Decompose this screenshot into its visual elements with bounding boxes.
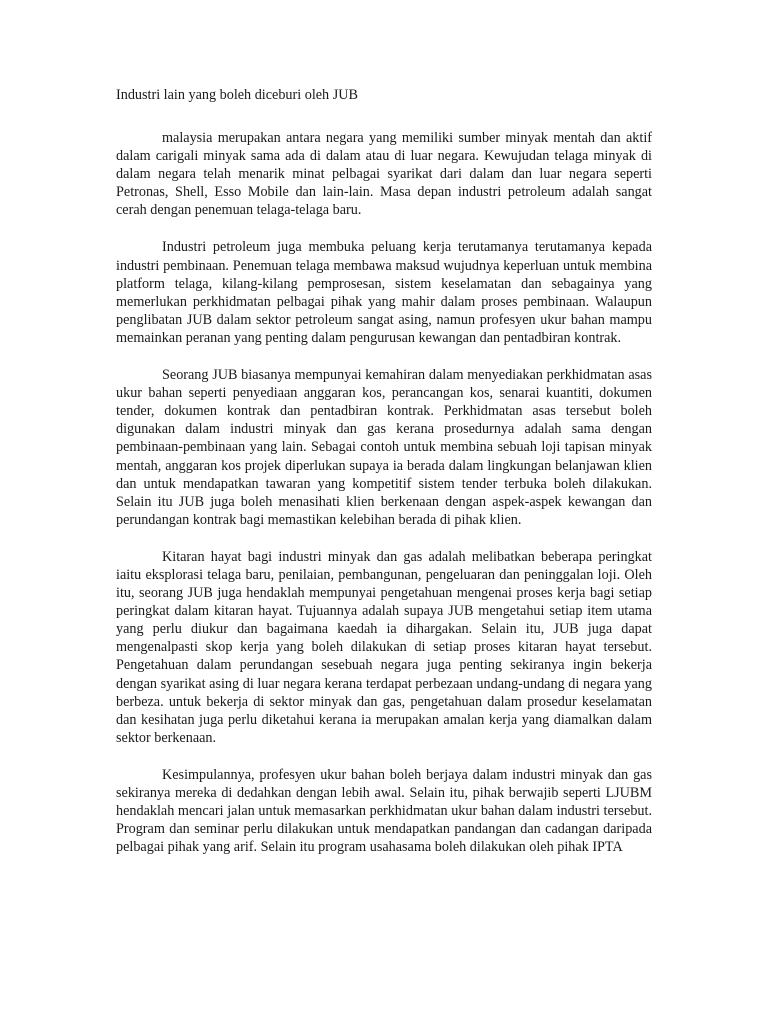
paragraph-2: Industri petroleum juga membuka peluang kerja terutamanya terutamanya kepada industri pembinaan. Penemuan telaga membawa maksud wujudnya keperluan untuk membina platform telaga, kilang-kilang pemprosesan, sistem keselamatan dan sebagainya yang memerlukan perkhidmatan pelbagai pihak yang mahir dalam proses pembinaan. Walaupun penglibatan JUB dalam sektor petroleum sangat asing, namun profesyen ukur bahan mampu memainkan peranan yang penting dalam pengurusan kewangan dan pentadbiran kontrak. <box>116 239 652 346</box>
document-title: Industri lain yang boleh diceburi oleh JUB <box>116 87 358 103</box>
paragraph-4: Kitaran hayat bagi industri minyak dan gas adalah melibatkan beberapa peringkat iaitu eksplorasi telaga baru, penilaian, pembangunan, pengeluaran dan peninggalan loji. Oleh itu, seorang JUB juga hendaklah mempunyai pengetahuan mengenai proses kerja bagi setiap peringkat dalam kitaran hayat. Tujuannya adalah supaya JUB mengetahui setiap item utama yang perlu diukur dan bagaimana kaedah ia dihargakan. Selain itu, JUB juga dapat mengenalpasti skop kerja yang boleh dilakukan di setiap proses kitaran hayat tersebut. Pengetahuan dalam perundangan sesebuah negara juga penting sekiranya ingin bekerja dengan syarikat asing di luar negara kerana terdapat perbezaan undang-undang di negara yang berbeza. untuk bekerja di sektor minyak dan gas, pengetahuan dalam prosedur keselamatan dan kesihatan juga perlu diketahui kerana ia merupakan amalan kerja yang diamalkan dalam sektor berkenaan. <box>116 548 652 746</box>
paragraph-5: Kesimpulannya, profesyen ukur bahan boleh berjaya dalam industri minyak dan gas sekiranya mereka di dedahkan dengan lebih awal. Selain itu, pihak berwajib seperti LJUBM hendaklah mencari jalan untuk memasarkan perkhidmatan ukur bahan dalam industri tersebut. Program dan seminar perlu dilakukan untuk mendapatkan pandangan dan cadangan daripada pelbagai pihak yang arif. Selain itu program usahasama boleh dilakukan oleh pihak IPTA <box>116 766 652 856</box>
paragraph-1: malaysia merupakan antara negara yang memiliki sumber minyak mentah dan aktif dalam carigali minyak sama ada di dalam atau di luar negara. Kewujudan telaga minyak di dalam negara telah menarik minat pelbagai syarikat dari dalam dan luar negara seperti Petronas, Shell, Esso Mobile dan lain-lain. Masa depan industri petroleum adalah sangat cerah dengan penemuan telaga-telaga baru. <box>116 130 652 219</box>
paragraph-3: Seorang JUB biasanya mempunyai kemahiran dalam menyediakan perkhidmatan asas ukur bahan seperti penyediaan anggaran kos, perancangan kos, senarai kuantiti, dokumen tender, dokumen kontrak dan pentadbiran kontrak. Perkhidmatan asas tersebut boleh digunakan dalam industri minyak dan gas kerana prosedurnya adalah sama dengan pembinaan-pembinaan yang lain. Sebagai contoh untuk membina sebuah loji tapisan minyak mentah, anggaran kos projek diperlukan supaya ia berada dalam lingkungan belanjawan klien dan untuk mendapatkan tawaran yang kompetitif sistem tender terbuka boleh dilakukan. Selain itu JUB juga boleh menasihati klien berkenaan dengan aspek-aspek kewangan dan perundangan kontrak bagi memastikan kelebihan berada di pihak klien. <box>116 367 652 528</box>
document-page <box>116 86 652 875</box>
